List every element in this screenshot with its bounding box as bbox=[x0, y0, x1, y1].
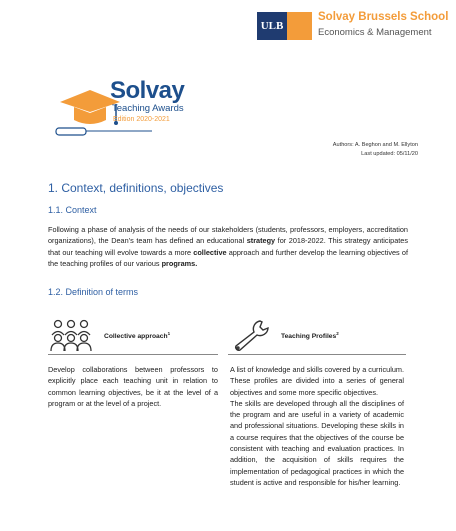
subsection-context-heading: 1.1. Context bbox=[48, 205, 97, 215]
wrench-icon bbox=[230, 318, 272, 354]
last-updated: Last updated: 05/11/20 bbox=[361, 151, 418, 157]
school-title: Solvay Brussels School bbox=[318, 11, 449, 23]
authors-block bbox=[300, 141, 418, 159]
ulb-logo-accent bbox=[287, 12, 312, 40]
divider bbox=[228, 354, 406, 355]
divider bbox=[48, 354, 218, 355]
subsection-terms-heading: 1.2. Definition of terms bbox=[48, 287, 139, 297]
intro-text-a: Following a phase of analysis of the needs of our stakeholders (students, professors, employers, accreditation organizations), the Dean’s team has defined an educational bbox=[48, 225, 408, 246]
teaching-profiles-text-2: The skills are developed through all the disciplines of the program and are useful in a variety of academic and professional situations. Developing these skills in a course requires that the objectives of the course be consistent with teaching and evaluation practices. In addition, the acquisition of skills requires the implementation of pedagogical practices in which the student is active and responsible for his/her learning. bbox=[230, 398, 404, 487]
teaching-profiles-title: Teaching Profiles bbox=[281, 333, 337, 340]
intro-strategy-bold: strategy bbox=[246, 236, 276, 246]
footnote-marker: 1 bbox=[167, 330, 171, 336]
authors-line: Authors: A. Beghon and M. Ellyton bbox=[332, 142, 418, 148]
teaching-profiles-text-1: A list of knowledge and skills covered by a curriculum. These profiles are divided into a series of general objectives and some more specific objectives. bbox=[230, 365, 404, 397]
intro-text-c: approach and further develop the learning objectives of the teaching profiles of our various bbox=[48, 247, 408, 268]
collective-approach-label bbox=[104, 330, 171, 340]
ulb-logo bbox=[257, 12, 287, 40]
footnote-marker: 2 bbox=[336, 330, 339, 336]
intro-text-b: for 2018-2022. This strategy anticipates that our teaching will evolve towards a more bbox=[48, 236, 408, 257]
collective-approach-text: Develop collaborations between professors to explicitly place each teaching unit in relation to common learning objectives, be it at the level of a program or at the level of a project. bbox=[48, 365, 218, 408]
group-people-icon bbox=[48, 318, 94, 352]
award-edition: Edition 2020-2021 bbox=[113, 116, 170, 123]
award-subtitle: Teaching Awards bbox=[112, 103, 184, 114]
school-subtitle: Economics & Management bbox=[318, 27, 432, 38]
ulb-logo-text: ULB bbox=[260, 20, 284, 32]
award-title: Solvay bbox=[110, 77, 185, 104]
teaching-profiles-definition bbox=[230, 364, 404, 488]
intro-programs-bold: programs. bbox=[161, 258, 198, 268]
collective-approach-title: Collective approach bbox=[104, 333, 168, 340]
context-paragraph bbox=[48, 224, 408, 269]
collective-approach-definition bbox=[48, 364, 218, 409]
intro-collective-bold: collective bbox=[193, 247, 227, 257]
teaching-profiles-label bbox=[281, 330, 339, 340]
section-heading: 1. Context, definitions, objectives bbox=[48, 181, 224, 195]
